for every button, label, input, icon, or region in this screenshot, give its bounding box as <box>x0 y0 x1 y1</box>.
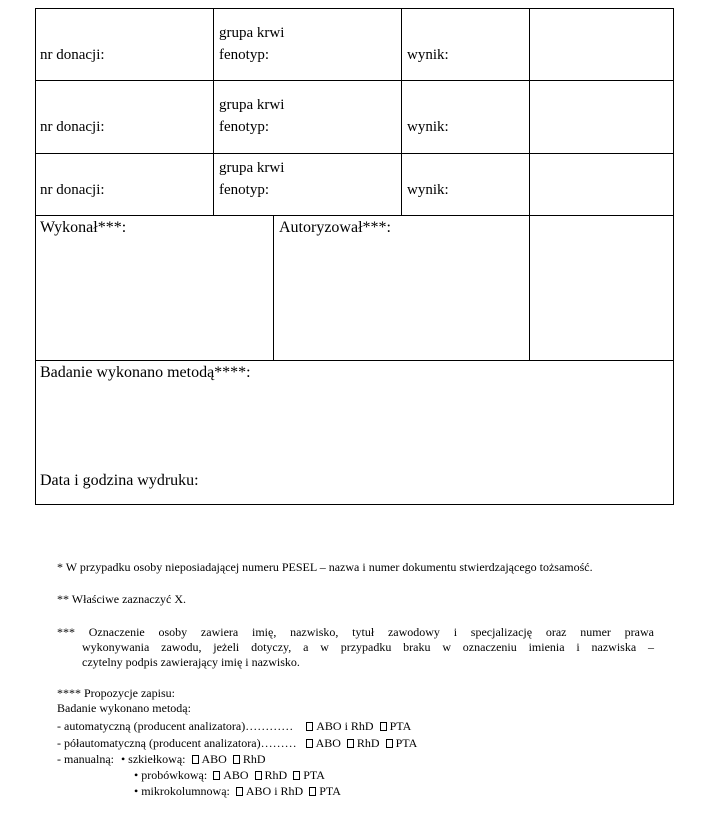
blood-group-label: grupa krwi <box>219 160 285 176</box>
manual-column-label: • mikrokolumnową: <box>134 784 230 798</box>
footnote-proposals-title: **** Propozycje zapisu: <box>57 686 175 700</box>
phenotype-label: fenotyp: <box>219 182 269 198</box>
row-divider <box>35 80 674 81</box>
result-label: wynik: <box>407 182 449 198</box>
checkbox-icon <box>293 771 300 780</box>
column-divider <box>213 8 214 216</box>
method-manual-column <box>134 784 341 799</box>
footnote-mark-x: ** Właściwe zaznaczyć X. <box>57 592 187 606</box>
blood-group-label: grupa krwi <box>219 25 285 41</box>
row-divider <box>35 153 674 154</box>
checkbox-icon <box>306 722 313 731</box>
print-date-label: Data i godzina wydruku: <box>40 472 199 489</box>
footnote-pesel: * W przypadku osoby nieposiadającej numeru PESEL – nazwa i numer dokumentu stwierdzającego tożsamość. <box>57 560 593 574</box>
method-semiautomatic-label: - półautomatyczną (producent analizatora)……… <box>57 736 297 750</box>
donation-number-label: nr donacji: <box>40 119 105 135</box>
table-border-bottom <box>35 504 674 505</box>
blood-group-label: grupa krwi <box>219 97 285 113</box>
phenotype-label: fenotyp: <box>219 119 269 135</box>
option-label: ABO i RhD <box>316 719 374 733</box>
option-label: PTA <box>389 719 412 733</box>
checkbox-icon <box>386 739 393 748</box>
column-divider <box>529 8 530 361</box>
result-label: wynik: <box>407 47 449 63</box>
checkbox-icon <box>236 787 243 796</box>
manual-slide-label: • szkiełkową: <box>120 752 186 766</box>
method-semiautomatic <box>57 736 417 751</box>
method-manual-tube <box>134 768 325 783</box>
option-label: PTA <box>303 768 325 782</box>
option-label: ABO <box>223 768 249 782</box>
table-border-right <box>673 8 674 505</box>
authorized-by-label: Autoryzował***: <box>279 219 391 236</box>
option-label: RhD <box>356 736 380 750</box>
checkbox-icon <box>380 722 387 731</box>
footnote-person-line3: czytelny podpis zawierający imię i nazwisko. <box>82 655 300 669</box>
option-label: ABO <box>315 736 341 750</box>
option-label: PTA <box>395 736 418 750</box>
option-label: RhD <box>242 752 266 766</box>
method-label: Badanie wykonano metodą****: <box>40 364 251 381</box>
checkbox-icon <box>192 755 199 764</box>
option-label: RhD <box>264 768 288 782</box>
footnote-person-line1: *** Oznaczenie osoby zawiera imię, nazwisko, tytuł zawodowy i specjalizację oraz numer prawa <box>57 625 654 639</box>
method-manual-label: - manualną: <box>57 752 114 766</box>
option-label: ABO i RhD <box>245 784 304 798</box>
checkbox-icon <box>306 739 313 748</box>
donation-number-label: nr donacji: <box>40 47 105 63</box>
footnote-proposals-subtitle: Badanie wykonano metodą: <box>57 701 191 715</box>
row-divider <box>35 360 674 361</box>
column-divider <box>401 8 402 216</box>
checkbox-icon <box>347 739 354 748</box>
checkbox-icon <box>213 771 220 780</box>
table-border-left <box>35 8 36 505</box>
column-divider <box>273 215 274 361</box>
checkbox-icon <box>255 771 262 780</box>
table-border-top <box>35 8 674 9</box>
performed-by-label: Wykonał***: <box>40 219 127 236</box>
method-automatic-label: - automatyczną (producent analizatora)………… <box>57 719 294 733</box>
row-divider <box>35 215 674 216</box>
method-automatic <box>57 719 411 734</box>
option-label: PTA <box>319 784 341 798</box>
manual-tube-label: • probówkową: <box>134 768 208 782</box>
checkbox-icon <box>309 787 316 796</box>
donation-number-label: nr donacji: <box>40 182 105 198</box>
method-manual <box>57 752 266 767</box>
option-label: ABO <box>201 752 227 766</box>
footnote-person-line2: wykonywania zawodu, jeżeli dotyczy, a w przypadku braku w oznaczeniu imienia i nazwiska – <box>82 640 654 654</box>
result-label: wynik: <box>407 119 449 135</box>
checkbox-icon <box>233 755 240 764</box>
phenotype-label: fenotyp: <box>219 47 269 63</box>
